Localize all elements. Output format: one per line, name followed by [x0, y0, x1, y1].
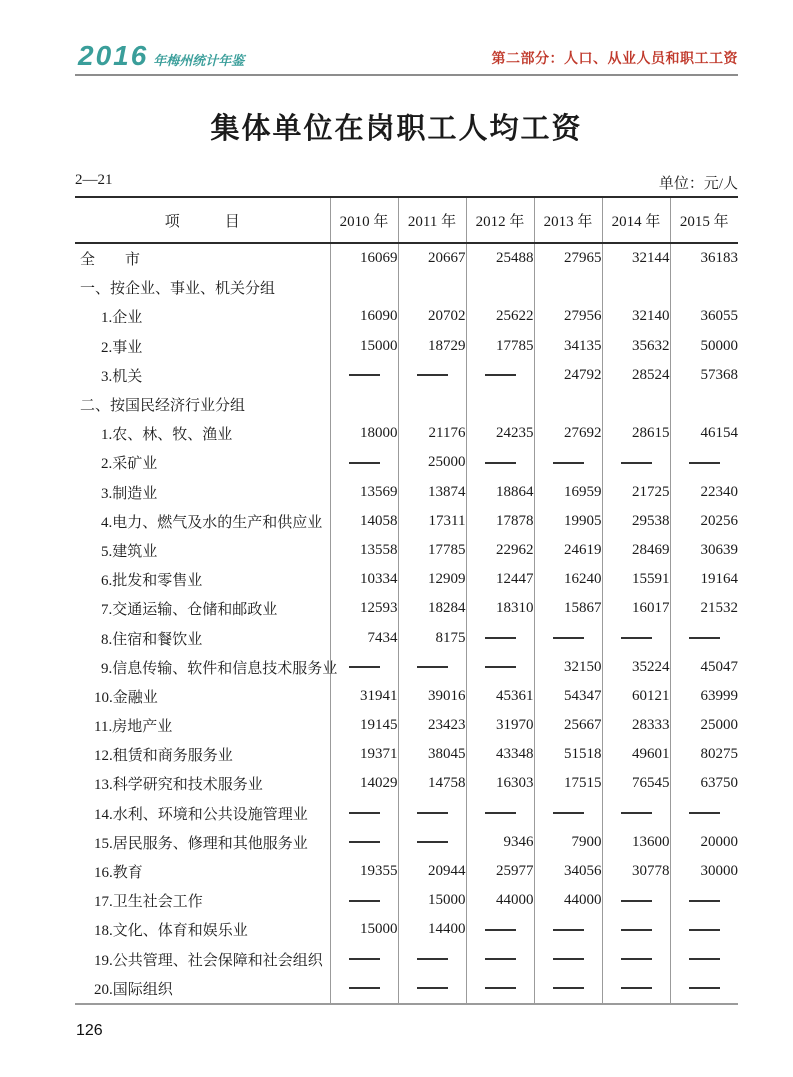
no-data-dash [553, 987, 584, 989]
no-data-dash [689, 929, 720, 931]
cell-value: 44000 [466, 886, 534, 915]
cell-value: 22962 [466, 536, 534, 565]
no-data-dash [621, 637, 652, 639]
cell-value: 20256 [670, 507, 738, 536]
no-data-dash [349, 958, 380, 960]
cell-value: 15000 [330, 332, 398, 361]
page-number: 126 [76, 1022, 103, 1039]
table-row [75, 857, 738, 886]
cell-value: 17311 [398, 507, 466, 536]
table-row [75, 536, 738, 565]
cell-value: 51518 [534, 740, 602, 769]
row-label: 1.企业 [101, 310, 143, 327]
cell-value [534, 390, 602, 419]
table-row [75, 653, 738, 682]
cell-value: 34135 [534, 332, 602, 361]
no-data-dash [485, 666, 516, 668]
row-label: 8.住宿和餐饮业 [101, 631, 203, 648]
row-label: 一、按企业、事业、机关分组 [80, 281, 276, 298]
cell-value: 34056 [534, 857, 602, 886]
cell-value [534, 915, 602, 944]
no-data-dash [621, 929, 652, 931]
table-row [75, 302, 738, 331]
row-label: 4.电力、燃气及水的生产和供应业 [101, 514, 323, 531]
table-header-row [75, 197, 738, 243]
cell-value: 38045 [398, 740, 466, 769]
cell-value [602, 799, 670, 828]
cell-value: 14400 [398, 915, 466, 944]
page-title: 集体单位在岗职工人均工资 [210, 113, 583, 145]
cell-value: 22340 [670, 478, 738, 507]
cell-value: 28524 [602, 361, 670, 390]
cell-value [602, 974, 670, 1004]
row-label: 11.房地产业 [94, 719, 173, 736]
cell-value [466, 448, 534, 477]
no-data-dash [417, 374, 448, 376]
table-row [75, 974, 738, 1004]
cell-value: 46154 [670, 419, 738, 448]
cell-value [670, 448, 738, 477]
cell-value [330, 653, 398, 682]
cell-value [330, 799, 398, 828]
cell-value [534, 273, 602, 302]
logo-title-text: 年梅州统计年鉴 [153, 53, 245, 68]
row-label: 15.居民服务、修理和其他服务业 [94, 835, 308, 852]
cell-value [534, 799, 602, 828]
cell-value: 25977 [466, 857, 534, 886]
cell-value: 60121 [602, 682, 670, 711]
row-label: 全 市 [80, 252, 141, 269]
cell-value [602, 623, 670, 652]
cell-value: 30000 [670, 857, 738, 886]
cell-value: 17878 [466, 507, 534, 536]
cell-value: 19164 [670, 565, 738, 594]
cell-value: 19355 [330, 857, 398, 886]
row-label: 16.教育 [94, 865, 143, 882]
cell-value: 35632 [602, 332, 670, 361]
no-data-dash [689, 900, 720, 902]
cell-value [398, 361, 466, 390]
no-data-dash [621, 812, 652, 814]
table-row [75, 390, 738, 419]
cell-value: 25667 [534, 711, 602, 740]
cell-value: 36183 [670, 243, 738, 273]
cell-value: 9346 [466, 828, 534, 857]
table-row [75, 769, 738, 798]
cell-value [330, 945, 398, 974]
table-row [75, 945, 738, 974]
no-data-dash [349, 812, 380, 814]
cell-value [398, 828, 466, 857]
cell-value: 18000 [330, 419, 398, 448]
cell-value: 25000 [398, 448, 466, 477]
no-data-dash [485, 812, 516, 814]
row-label: 10.金融业 [94, 689, 158, 706]
no-data-dash [485, 958, 516, 960]
cell-value: 17785 [466, 332, 534, 361]
row-label: 2.采矿业 [101, 456, 158, 473]
cell-value [466, 390, 534, 419]
cell-value: 13558 [330, 536, 398, 565]
cell-value [602, 945, 670, 974]
row-label: 3.机关 [101, 368, 143, 385]
cell-value: 12593 [330, 594, 398, 623]
table-row [75, 243, 738, 273]
cell-value: 18864 [466, 478, 534, 507]
cell-value [330, 828, 398, 857]
cell-value [398, 945, 466, 974]
cell-value [534, 974, 602, 1004]
row-label: 二、按国民经济行业分组 [80, 398, 246, 415]
cell-value [670, 945, 738, 974]
no-data-dash [553, 929, 584, 931]
cell-value: 20702 [398, 302, 466, 331]
cell-value: 12909 [398, 565, 466, 594]
no-data-dash [689, 958, 720, 960]
table-row [75, 273, 738, 302]
row-label: 2.事业 [101, 339, 143, 356]
cell-value: 19905 [534, 507, 602, 536]
cell-value [466, 974, 534, 1004]
no-data-dash [485, 462, 516, 464]
cell-value: 21532 [670, 594, 738, 623]
cell-value: 24619 [534, 536, 602, 565]
cell-value: 18310 [466, 594, 534, 623]
cell-value: 20000 [670, 828, 738, 857]
cell-value [466, 273, 534, 302]
col-header-year: 2011 年 [398, 197, 466, 243]
cell-value [602, 886, 670, 915]
row-label: 20.国际组织 [94, 981, 173, 998]
cell-value: 21725 [602, 478, 670, 507]
cell-value: 28333 [602, 711, 670, 740]
row-label: 13.科学研究和技术服务业 [94, 777, 263, 794]
cell-value: 20667 [398, 243, 466, 273]
table-number: 2—21 [75, 172, 113, 188]
cell-value: 28615 [602, 419, 670, 448]
page-header [78, 42, 738, 70]
no-data-dash [553, 462, 584, 464]
cell-value: 28469 [602, 536, 670, 565]
table-body [75, 243, 738, 1004]
col-header-year: 2012 年 [466, 197, 534, 243]
cell-value [330, 390, 398, 419]
cell-value: 19145 [330, 711, 398, 740]
cell-value [602, 390, 670, 419]
row-label: 5.建筑业 [101, 543, 158, 560]
yearbook-logo [78, 42, 244, 70]
cell-value: 15000 [398, 886, 466, 915]
cell-value: 32150 [534, 653, 602, 682]
col-header-year: 2015 年 [670, 197, 738, 243]
table-row [75, 682, 738, 711]
no-data-dash [485, 637, 516, 639]
table-row [75, 565, 738, 594]
cell-value [330, 273, 398, 302]
cell-value: 24235 [466, 419, 534, 448]
cell-value: 31970 [466, 711, 534, 740]
cell-value: 43348 [466, 740, 534, 769]
no-data-dash [689, 462, 720, 464]
cell-value [670, 390, 738, 419]
cell-value [602, 448, 670, 477]
table-row [75, 419, 738, 448]
table-row [75, 332, 738, 361]
cell-value: 16303 [466, 769, 534, 798]
no-data-dash [553, 958, 584, 960]
cell-value: 45361 [466, 682, 534, 711]
table-row [75, 507, 738, 536]
cell-value [466, 799, 534, 828]
cell-value [670, 886, 738, 915]
no-data-dash [621, 987, 652, 989]
cell-value [670, 623, 738, 652]
table-row [75, 886, 738, 915]
no-data-dash [349, 900, 380, 902]
cell-value: 14058 [330, 507, 398, 536]
cell-value [534, 623, 602, 652]
table-row [75, 799, 738, 828]
row-label: 17.卫生社会工作 [94, 894, 203, 911]
col-header-year: 2010 年 [330, 197, 398, 243]
cell-value [466, 945, 534, 974]
table-row [75, 711, 738, 740]
col-header-year: 2013 年 [534, 197, 602, 243]
logo-year-text: 2016 [78, 40, 149, 71]
cell-value: 17785 [398, 536, 466, 565]
wage-table [75, 196, 738, 1005]
cell-value [398, 273, 466, 302]
cell-value: 49601 [602, 740, 670, 769]
cell-value: 21176 [398, 419, 466, 448]
cell-value: 16240 [534, 565, 602, 594]
cell-value [602, 915, 670, 944]
cell-value: 76545 [602, 769, 670, 798]
row-label: 18.文化、体育和娱乐业 [94, 923, 248, 940]
section-header: 第二部分：人口、从业人员和职工工资 [491, 50, 738, 66]
table-row [75, 828, 738, 857]
row-label: 7.交通运输、仓储和邮政业 [101, 602, 278, 619]
table-row [75, 594, 738, 623]
cell-value [330, 974, 398, 1004]
cell-value: 15000 [330, 915, 398, 944]
row-label: 3.制造业 [101, 485, 158, 502]
cell-value: 24792 [534, 361, 602, 390]
cell-value: 14758 [398, 769, 466, 798]
cell-value: 54347 [534, 682, 602, 711]
cell-value [670, 799, 738, 828]
cell-value [398, 390, 466, 419]
cell-value [534, 448, 602, 477]
no-data-dash [417, 666, 448, 668]
cell-value: 36055 [670, 302, 738, 331]
no-data-dash [349, 841, 380, 843]
col-header-year: 2014 年 [602, 197, 670, 243]
cell-value: 80275 [670, 740, 738, 769]
cell-value [398, 653, 466, 682]
cell-value: 63999 [670, 682, 738, 711]
cell-value: 32144 [602, 243, 670, 273]
cell-value: 20944 [398, 857, 466, 886]
cell-value: 30778 [602, 857, 670, 886]
no-data-dash [349, 462, 380, 464]
cell-value [466, 915, 534, 944]
no-data-dash [553, 812, 584, 814]
cell-value: 27956 [534, 302, 602, 331]
no-data-dash [417, 958, 448, 960]
cell-value [330, 886, 398, 915]
cell-value [466, 653, 534, 682]
cell-value: 29538 [602, 507, 670, 536]
cell-value: 44000 [534, 886, 602, 915]
no-data-dash [485, 929, 516, 931]
cell-value [398, 974, 466, 1004]
cell-value: 18284 [398, 594, 466, 623]
row-label: 19.公共管理、社会保障和社会组织 [94, 952, 323, 969]
unit-label: 单位：元/人 [658, 176, 738, 192]
cell-value: 45047 [670, 653, 738, 682]
cell-value: 25622 [466, 302, 534, 331]
no-data-dash [485, 374, 516, 376]
table-row [75, 740, 738, 769]
cell-value [330, 448, 398, 477]
cell-value: 27965 [534, 243, 602, 273]
row-label: 6.批发和零售业 [101, 573, 203, 590]
no-data-dash [621, 462, 652, 464]
cell-value: 50000 [670, 332, 738, 361]
no-data-dash [349, 987, 380, 989]
no-data-dash [485, 987, 516, 989]
cell-value: 19371 [330, 740, 398, 769]
cell-value: 18729 [398, 332, 466, 361]
cell-value: 57368 [670, 361, 738, 390]
cell-value: 13569 [330, 478, 398, 507]
cell-value: 14029 [330, 769, 398, 798]
table-meta [75, 172, 738, 193]
header-rule [75, 74, 738, 76]
cell-value: 8175 [398, 623, 466, 652]
no-data-dash [349, 666, 380, 668]
no-data-dash [621, 900, 652, 902]
table-row [75, 915, 738, 944]
cell-value: 12447 [466, 565, 534, 594]
cell-value [602, 273, 670, 302]
table-row [75, 623, 738, 652]
no-data-dash [417, 812, 448, 814]
row-label: 1.农、林、牧、渔业 [101, 427, 233, 444]
table-row [75, 361, 738, 390]
cell-value [670, 974, 738, 1004]
no-data-dash [553, 637, 584, 639]
cell-value: 17515 [534, 769, 602, 798]
cell-value: 25488 [466, 243, 534, 273]
cell-value [534, 945, 602, 974]
no-data-dash [689, 987, 720, 989]
no-data-dash [689, 812, 720, 814]
cell-value: 10334 [330, 565, 398, 594]
no-data-dash [417, 841, 448, 843]
cell-value [670, 915, 738, 944]
cell-value: 25000 [670, 711, 738, 740]
cell-value: 15867 [534, 594, 602, 623]
no-data-dash [621, 958, 652, 960]
cell-value [466, 623, 534, 652]
cell-value: 32140 [602, 302, 670, 331]
cell-value [466, 361, 534, 390]
no-data-dash [689, 637, 720, 639]
table-row [75, 448, 738, 477]
cell-value: 35224 [602, 653, 670, 682]
cell-value: 13874 [398, 478, 466, 507]
cell-value: 39016 [398, 682, 466, 711]
row-label: 9.信息传输、软件和信息技术服务业 [101, 660, 338, 677]
no-data-dash [417, 987, 448, 989]
cell-value [398, 799, 466, 828]
cell-value: 31941 [330, 682, 398, 711]
cell-value [670, 273, 738, 302]
no-data-dash [349, 374, 380, 376]
cell-value: 13600 [602, 828, 670, 857]
cell-value: 7900 [534, 828, 602, 857]
cell-value: 16959 [534, 478, 602, 507]
cell-value: 16017 [602, 594, 670, 623]
cell-value: 30639 [670, 536, 738, 565]
table-row [75, 478, 738, 507]
cell-value: 15591 [602, 565, 670, 594]
cell-value: 63750 [670, 769, 738, 798]
cell-value: 7434 [330, 623, 398, 652]
cell-value: 27692 [534, 419, 602, 448]
cell-value: 23423 [398, 711, 466, 740]
cell-value: 16069 [330, 243, 398, 273]
cell-value: 16090 [330, 302, 398, 331]
cell-value [330, 361, 398, 390]
row-label: 14.水利、环境和公共设施管理业 [94, 806, 308, 823]
row-label: 12.租赁和商务服务业 [94, 748, 233, 765]
col-header-item: 项 目 [75, 197, 330, 243]
